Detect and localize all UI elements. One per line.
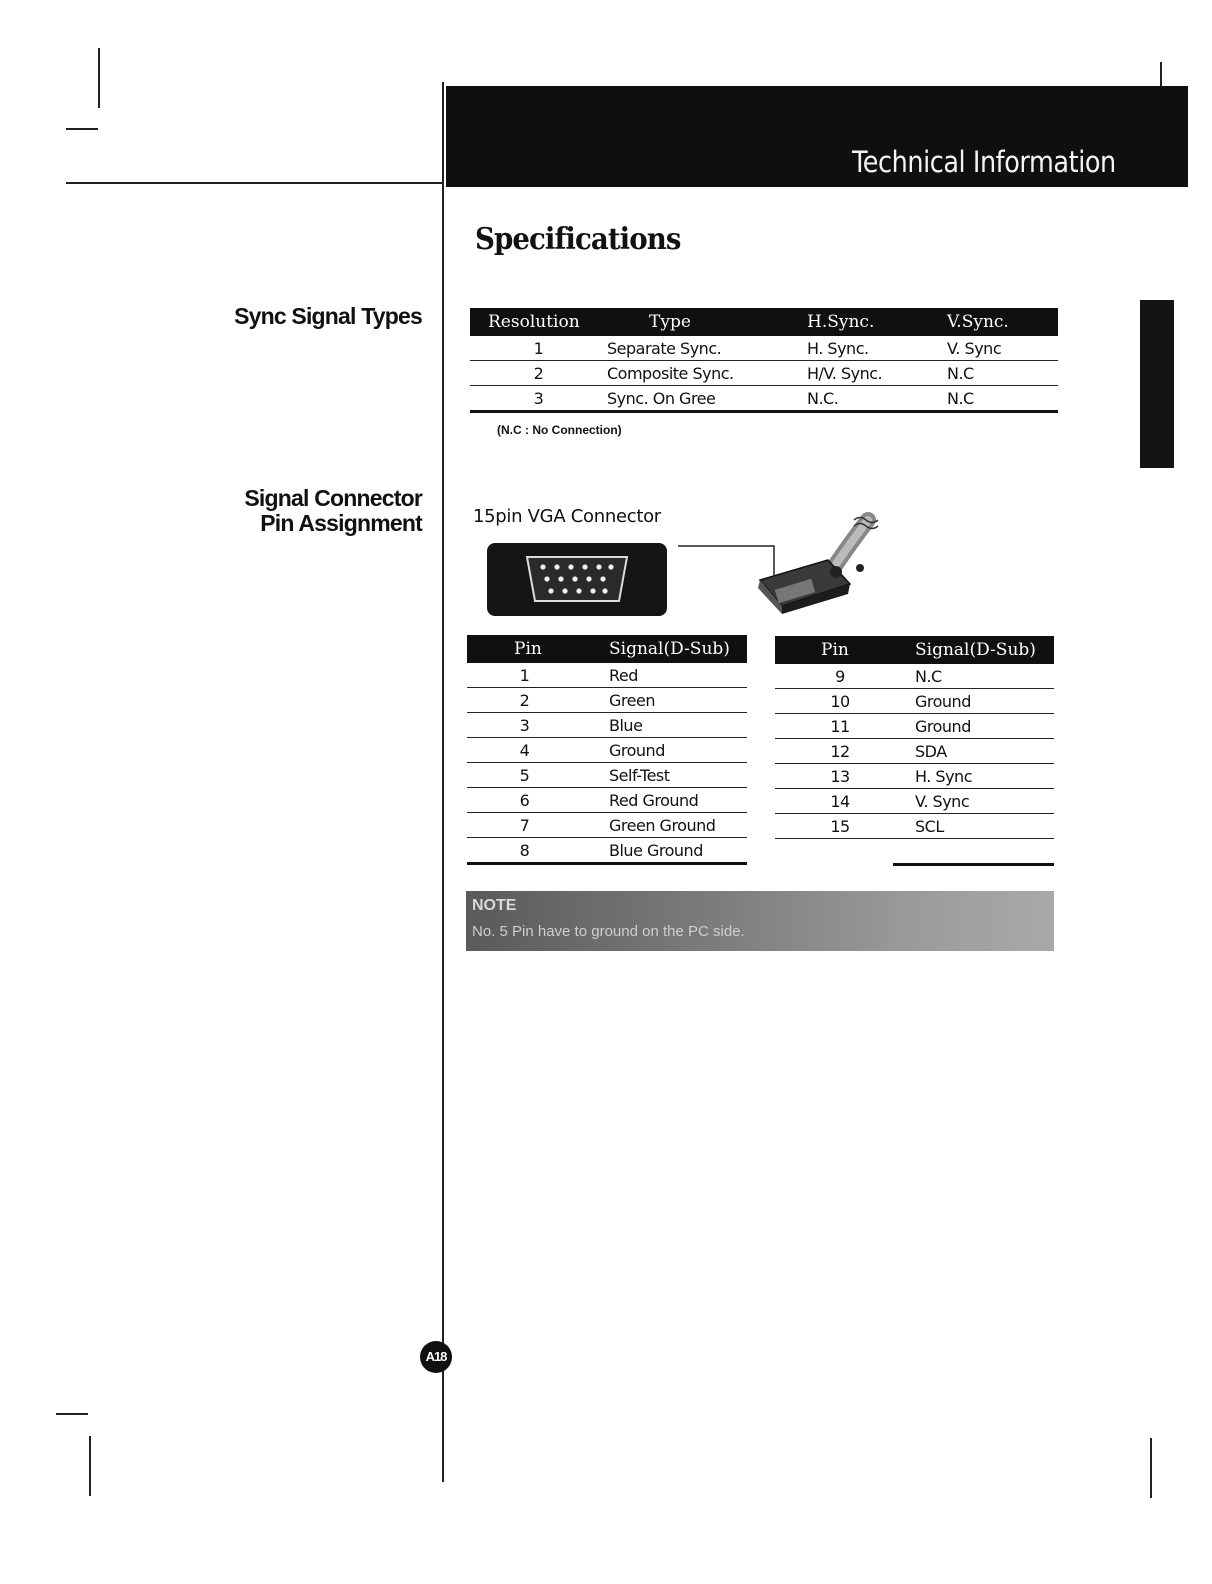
pin-table-left [467,635,747,865]
table-cell: H. Sync [893,764,1054,789]
table-cell: Ground [893,689,1054,714]
table-cell: Red Ground [587,788,747,813]
table-cell: 5 [467,763,587,788]
vga-cable-illustration [678,506,888,618]
vertical-rule [442,82,444,1482]
note-text: No. 5 Pin have to ground on the PC side. [472,923,745,940]
table-cell: V. Sync [947,336,1058,361]
table-header-row [775,636,1054,664]
table-row [470,361,1058,386]
table-cell: 1 [470,336,607,361]
note-title: NOTE [472,897,517,914]
table-row [775,764,1054,789]
section-label-sync: Sync Signal Types [234,303,422,329]
table-row [775,664,1054,689]
side-thumb-tab [1140,300,1174,468]
crop-mark [66,128,98,130]
table-cell: H. Sync. [807,336,947,361]
table-cell: 1 [467,663,587,688]
table-cell: 15 [775,814,893,839]
table-cell: Self-Test [587,763,747,788]
table-cell: Green [587,688,747,713]
table-row [775,739,1054,764]
table-cell: Sync. On Gree [607,386,807,412]
table-cell: 9 [775,664,893,689]
table-cell: 3 [467,713,587,738]
column-header: Pin [467,635,587,663]
page-number-badge: A18 [420,1341,452,1373]
table-row [775,789,1054,814]
header-title: Technical Information [852,145,1116,179]
table-cell: 2 [467,688,587,713]
vga-connector-diagram [487,543,667,616]
table-cell [893,839,1054,865]
column-header: H.Sync. [807,308,947,336]
table-cell: Green Ground [587,813,747,838]
table-header-row [467,635,747,663]
table-cell: N.C. [807,386,947,412]
table-cell: 4 [467,738,587,763]
table-cell: 7 [467,813,587,838]
table-row [467,813,747,838]
table-cell: N.C [947,386,1058,412]
connector-label: 15pin VGA Connector [473,506,661,527]
table-row [467,713,747,738]
table-row [775,839,1054,865]
crop-mark [1160,62,1162,88]
page-title: Specifications [475,222,681,257]
crop-mark [89,1436,91,1496]
column-header: Pin [775,636,893,664]
column-header: Type [607,308,807,336]
table-row [467,838,747,864]
table-cell: H/V. Sync. [807,361,947,386]
note-box [466,891,1054,951]
crop-mark [1150,1438,1152,1498]
table-cell [775,839,893,865]
column-header: V.Sync. [947,308,1058,336]
table-row [775,689,1054,714]
table-cell: V. Sync [893,789,1054,814]
table-cell: Ground [587,738,747,763]
table-cell: Composite Sync. [607,361,807,386]
crop-mark [98,48,100,108]
table-cell: 3 [470,386,607,412]
crop-mark [56,1413,88,1415]
table-header-row [470,308,1058,336]
table-cell: N.C [893,664,1054,689]
table-row [467,763,747,788]
horizontal-rule [66,182,444,184]
pin-table-right [775,636,1054,866]
vga-port-icon [487,543,667,616]
table-cell: 2 [470,361,607,386]
table-cell: N.C [947,361,1058,386]
table-row [470,336,1058,361]
table-row [470,386,1058,412]
table-cell: 10 [775,689,893,714]
table-row [775,714,1054,739]
column-header: Resolution [470,308,607,336]
table-cell: SDA [893,739,1054,764]
table-cell: Red [587,663,747,688]
header-bar [446,86,1188,187]
sync-signal-table [470,308,1058,413]
section-label-line: Pin Assignment [260,510,422,536]
column-header: Signal(D-Sub) [893,636,1054,664]
table-cell: Ground [893,714,1054,739]
table-cell: 6 [467,788,587,813]
table-cell: 11 [775,714,893,739]
table-cell: Blue Ground [587,838,747,864]
table-cell: Separate Sync. [607,336,807,361]
column-header: Signal(D-Sub) [587,635,747,663]
section-label-line: Signal Connector [244,485,422,511]
table-row [467,788,747,813]
table-cell: Blue [587,713,747,738]
table-cell: 12 [775,739,893,764]
table-row [467,738,747,763]
table-cell: SCL [893,814,1054,839]
table-row [467,688,747,713]
table-cell: 14 [775,789,893,814]
table-row [467,663,747,688]
table-row [775,814,1054,839]
table-cell: 8 [467,838,587,864]
table-cell: 13 [775,764,893,789]
section-label-connector [244,486,422,536]
footnote: (N.C : No Connection) [497,423,622,437]
